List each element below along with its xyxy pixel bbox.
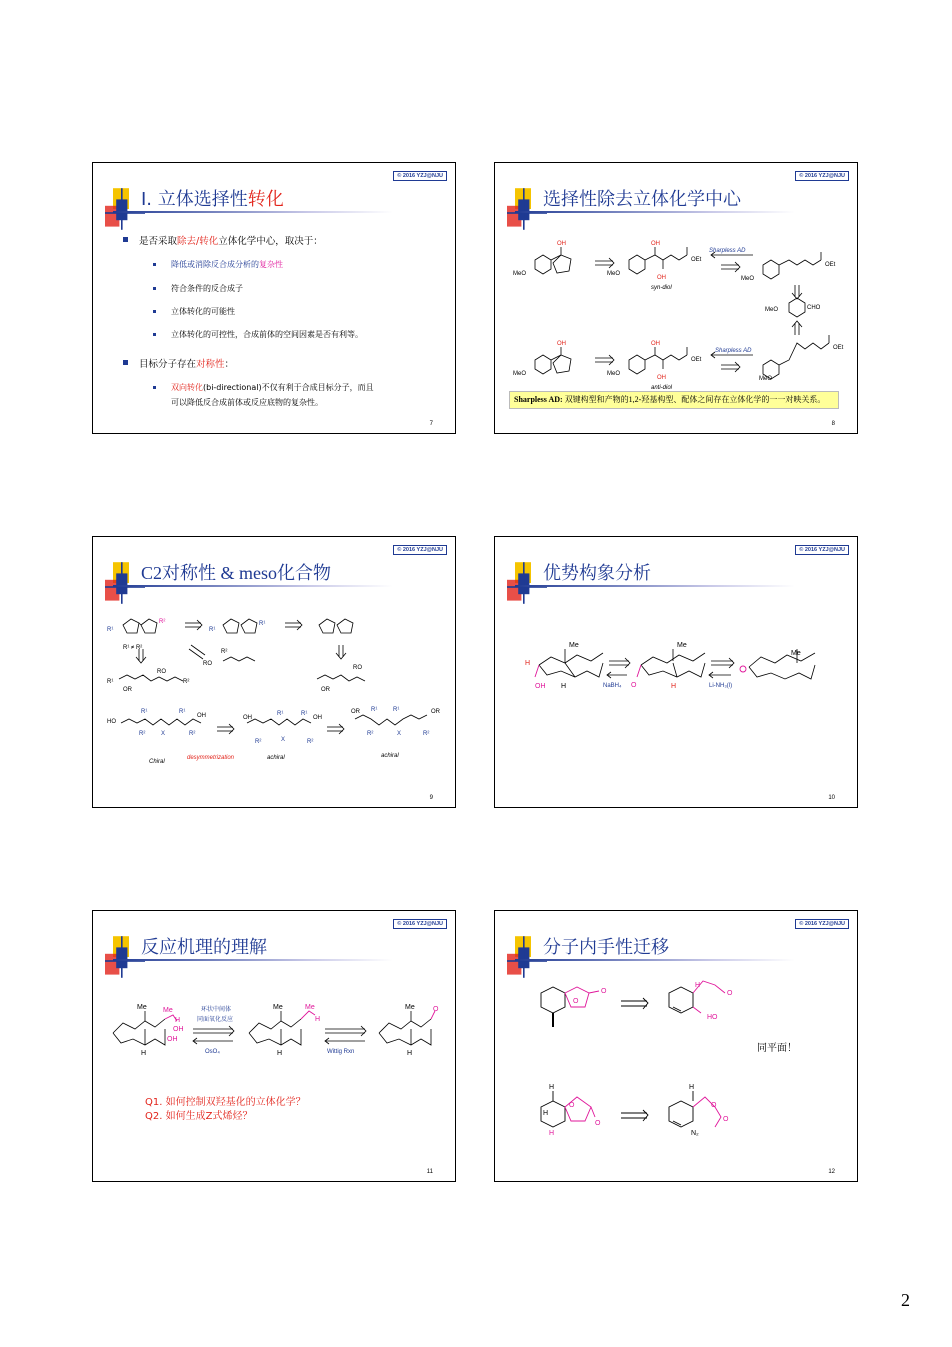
svg-text:OsO₄: OsO₄ <box>205 1049 220 1055</box>
svg-text:RO: RO <box>157 669 166 675</box>
svg-text:R¹: R¹ <box>141 709 148 715</box>
slide-title: 选择性除去立体化学中心 <box>543 189 741 210</box>
slide-number: 12 <box>828 1169 835 1175</box>
svg-text:OH: OH <box>313 715 322 721</box>
svg-text:OR: OR <box>321 687 330 693</box>
svg-text:MeO: MeO <box>513 371 527 377</box>
svg-text:H: H <box>695 982 701 989</box>
slide-number: 9 <box>429 795 433 801</box>
svg-text:desymmetrization: desymmetrization <box>187 755 235 761</box>
slide-decoration <box>105 183 145 235</box>
svg-text:R¹: R¹ <box>209 627 216 633</box>
svg-text:OEt: OEt <box>691 257 702 263</box>
svg-text:Me: Me <box>163 1007 173 1014</box>
svg-text:achiral: achiral <box>381 753 399 759</box>
svg-text:MeO: MeO <box>607 271 621 277</box>
sub-bullet-5-line2: 可以降低反合成前体或反应底物的复杂性。 <box>171 398 323 407</box>
svg-text:MeO: MeO <box>513 271 527 277</box>
svg-text:X: X <box>281 737 286 743</box>
side-note: 同平面！ <box>757 1043 797 1054</box>
svg-text:R¹: R¹ <box>259 621 266 627</box>
svg-text:OEt: OEt <box>825 262 836 268</box>
slide-7 <box>92 162 456 434</box>
sub-bullet-4: 立体转化的可控性，合成前体的空间因素是否有利等。 <box>171 330 363 339</box>
svg-text:R²: R² <box>367 731 374 737</box>
svg-text:O: O <box>631 682 637 689</box>
svg-text:O: O <box>601 988 607 995</box>
copyright-badge: © 2016 YZJ@NJU <box>795 171 849 181</box>
chirality-transfer-scheme <box>495 911 858 1182</box>
svg-text:Me: Me <box>137 1004 147 1011</box>
mechanism-scheme <box>93 911 456 1182</box>
bullet-1: 是否采取除去/转化立体化学中心，取决于： <box>139 233 323 247</box>
svg-text:H: H <box>549 1084 555 1091</box>
svg-text:H: H <box>561 683 567 690</box>
svg-text:O: O <box>573 998 579 1005</box>
svg-text:CHO: CHO <box>807 305 821 311</box>
title-text: I. 立体选择性 <box>141 189 248 210</box>
svg-text:OR: OR <box>123 687 132 693</box>
svg-text:OH: OH <box>651 341 660 347</box>
svg-text:Sharpless AD: Sharpless AD <box>709 248 746 254</box>
svg-text:H: H <box>175 1017 181 1024</box>
copyright-badge: © 2016 YZJ@NJU <box>795 919 849 929</box>
svg-text:OH: OH <box>173 1026 184 1033</box>
svg-text:H: H <box>689 1084 695 1091</box>
page-number: 2 <box>901 1290 910 1310</box>
slide-title: 反应机理的理解 <box>141 937 267 958</box>
svg-text:R¹: R¹ <box>301 711 308 717</box>
svg-text:R¹: R¹ <box>179 709 186 715</box>
svg-text:RO: RO <box>203 661 212 667</box>
svg-text:OH: OH <box>657 275 666 281</box>
svg-text:H: H <box>543 1110 549 1117</box>
svg-text:H: H <box>525 660 531 667</box>
svg-text:HO: HO <box>107 719 116 725</box>
svg-text:O: O <box>433 1006 439 1013</box>
svg-text:syn-diol: syn-diol <box>651 285 672 291</box>
svg-text:Me: Me <box>305 1004 315 1011</box>
svg-text:H: H <box>407 1050 413 1057</box>
slide-title: 分子内手性迁移 <box>543 937 669 958</box>
sharpless-note: Sharpless AD: 双键构型和产物的1,2-羟基构型、配体之间存在立体化学的一一对映关系。 <box>509 391 839 409</box>
slide-number: 8 <box>831 421 835 427</box>
svg-text:R¹: R¹ <box>277 711 284 717</box>
svg-text:R²: R² <box>255 739 262 745</box>
svg-text:Me: Me <box>569 642 579 649</box>
svg-text:H: H <box>277 1050 283 1057</box>
slide-number: 11 <box>426 1169 433 1175</box>
slide-number: 10 <box>828 795 835 801</box>
c2-symmetry-scheme <box>93 537 456 808</box>
svg-text:N₂: N₂ <box>691 1130 699 1137</box>
svg-text:OR: OR <box>431 709 440 715</box>
svg-text:OH: OH <box>197 713 206 719</box>
conformation-scheme <box>495 537 858 808</box>
svg-text:OR: OR <box>351 709 360 715</box>
sub-bullet-1: 降低或消除反合成分析的复杂性 <box>171 260 283 269</box>
slide-title: C2对称性 & meso化合物 <box>141 563 332 583</box>
sub-bullet-3: 立体转化的可能性 <box>171 307 235 316</box>
svg-text:R¹ ≠ R²: R¹ ≠ R² <box>123 645 143 651</box>
svg-text:OH: OH <box>535 683 546 690</box>
slide-10 <box>494 536 858 808</box>
svg-text:环状中间体: 环状中间体 <box>201 1007 232 1013</box>
svg-text:O: O <box>595 1120 601 1127</box>
bullet-2: 目标分子存在对称性： <box>139 356 234 370</box>
svg-text:X: X <box>397 731 402 737</box>
svg-text:Wittig Rxn: Wittig Rxn <box>327 1049 355 1055</box>
sub-bullet-2: 符合条件的反合成子 <box>171 284 243 293</box>
svg-text:O: O <box>569 1102 575 1109</box>
svg-text:MeO: MeO <box>607 371 621 377</box>
svg-text:R¹: R¹ <box>107 627 114 633</box>
svg-text:OEt: OEt <box>691 357 702 363</box>
svg-text:R²: R² <box>183 679 190 685</box>
sub-bullet-5: 双向转化(bi-directional)不仅有利于合成目标分子，而且 <box>171 383 374 392</box>
svg-text:O: O <box>727 990 733 997</box>
svg-text:H: H <box>549 1130 555 1137</box>
svg-text:Me: Me <box>791 650 801 657</box>
svg-text:R²: R² <box>159 619 166 625</box>
svg-text:OH: OH <box>167 1036 178 1043</box>
svg-text:HO: HO <box>707 1014 718 1021</box>
copyright-badge: © 2016 YZJ@NJU <box>393 171 447 181</box>
svg-text:R¹: R¹ <box>371 707 378 713</box>
slide-12 <box>494 910 858 1182</box>
svg-text:X: X <box>161 731 166 737</box>
svg-text:R²: R² <box>189 731 196 737</box>
question-2: Q2. 如何生成Z式烯烃？ <box>145 1111 253 1122</box>
svg-text:Chiral: Chiral <box>149 759 165 765</box>
slide-8 <box>494 162 858 434</box>
slide-number: 7 <box>429 421 433 427</box>
svg-text:R²: R² <box>423 731 430 737</box>
svg-text:achiral: achiral <box>267 755 285 761</box>
slide-9 <box>92 536 456 808</box>
svg-text:OH: OH <box>651 241 660 247</box>
svg-text:R¹: R¹ <box>393 707 400 713</box>
svg-text:H: H <box>315 1016 321 1023</box>
svg-text:R¹: R¹ <box>107 679 114 685</box>
copyright-badge: © 2016 YZJ@NJU <box>795 545 849 555</box>
svg-text:H: H <box>671 683 677 690</box>
slide-11 <box>92 910 456 1182</box>
svg-text:同面氧化反应: 同面氧化反应 <box>197 1017 234 1023</box>
svg-text:NaBH₄: NaBH₄ <box>603 683 622 689</box>
title-rule <box>113 211 393 213</box>
svg-text:R²: R² <box>221 649 228 655</box>
svg-text:Li-NH₃(l): Li-NH₃(l) <box>709 683 733 689</box>
svg-text:OEt: OEt <box>833 345 844 351</box>
svg-text:Me: Me <box>405 1004 415 1011</box>
svg-text:OH: OH <box>657 375 666 381</box>
svg-text:Me: Me <box>273 1004 283 1011</box>
question-1: Q1. 如何控制双羟基化的立体化学？ <box>145 1097 306 1108</box>
slide-title: 优势构象分析 <box>543 563 651 584</box>
svg-text:MeO: MeO <box>741 276 755 282</box>
svg-text:MeO: MeO <box>759 376 773 382</box>
svg-text:O: O <box>711 1102 717 1109</box>
copyright-badge: © 2016 YZJ@NJU <box>393 545 447 555</box>
copyright-badge: © 2016 YZJ@NJU <box>393 919 447 929</box>
svg-text:H: H <box>141 1050 147 1057</box>
svg-text:Sharpless AD: Sharpless AD <box>715 348 752 354</box>
svg-text:RO: RO <box>353 665 362 671</box>
svg-text:OH: OH <box>243 715 252 721</box>
slide-title <box>141 185 284 211</box>
svg-text:OH: OH <box>557 241 566 247</box>
svg-text:MeO: MeO <box>765 307 779 313</box>
svg-text:R²: R² <box>139 731 146 737</box>
svg-text:R²: R² <box>307 739 314 745</box>
svg-text:O: O <box>723 1116 729 1123</box>
svg-text:anti-diol: anti-diol <box>651 385 673 391</box>
svg-text:Me: Me <box>677 642 687 649</box>
svg-text:OH: OH <box>557 341 566 347</box>
title-highlight: 转化 <box>247 189 284 210</box>
